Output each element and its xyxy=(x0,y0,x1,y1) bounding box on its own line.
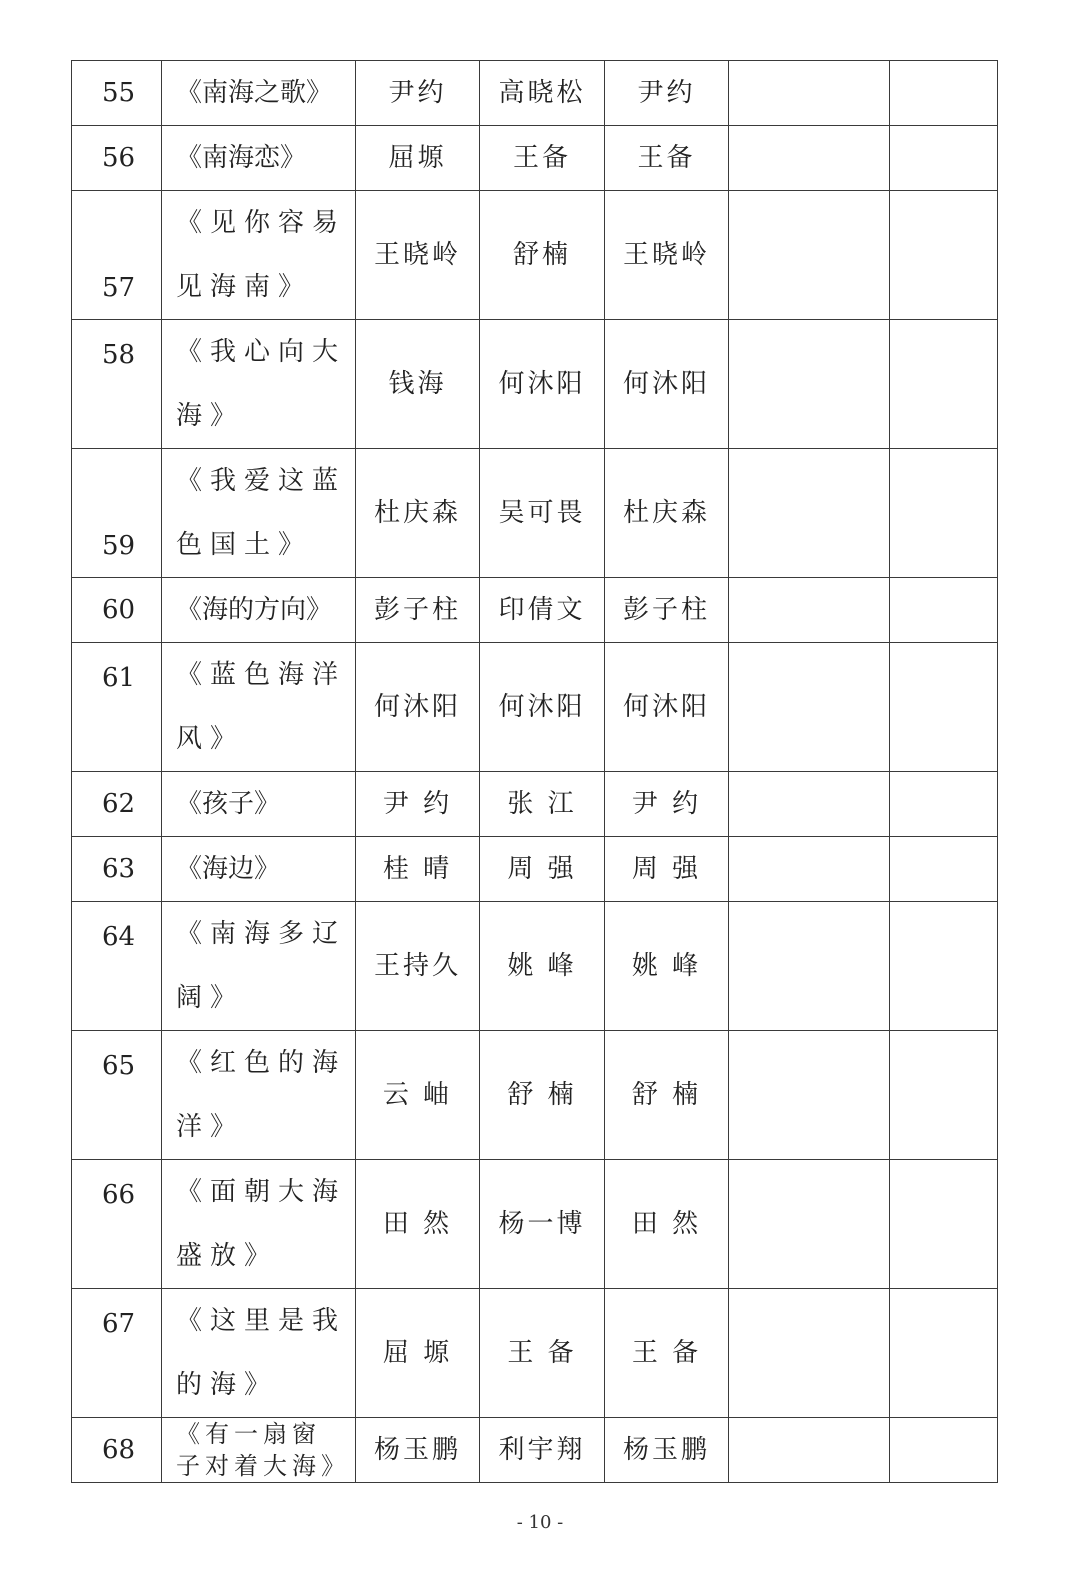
empty-cell xyxy=(890,837,998,902)
composer: 杨一博 xyxy=(480,1160,605,1289)
singer: 王备 xyxy=(605,126,729,191)
row-number: 56 xyxy=(72,126,162,191)
table-row xyxy=(72,61,998,126)
table-row xyxy=(72,1160,998,1289)
empty-cell xyxy=(729,61,890,126)
song-title: 《海边》 xyxy=(162,837,356,902)
row-number: 57 xyxy=(72,191,162,320)
lyricist: 尹 约 xyxy=(356,772,480,837)
row-number: 55 xyxy=(72,61,162,126)
empty-cell xyxy=(729,449,890,578)
composer: 吴可畏 xyxy=(480,449,605,578)
composer: 王 备 xyxy=(480,1289,605,1418)
empty-cell xyxy=(890,126,998,191)
song-title: 《面朝大海盛放》 xyxy=(162,1160,356,1289)
page-number: - 10 - xyxy=(516,1512,564,1533)
singer: 王 备 xyxy=(605,1289,729,1418)
lyricist: 杜庆森 xyxy=(356,449,480,578)
empty-cell xyxy=(890,1418,998,1483)
singer: 何沐阳 xyxy=(605,320,729,449)
singer: 田 然 xyxy=(605,1160,729,1289)
singer: 王晓岭 xyxy=(605,191,729,320)
empty-cell xyxy=(890,1160,998,1289)
singer: 尹约 xyxy=(605,61,729,126)
composer: 张 江 xyxy=(480,772,605,837)
lyricist: 钱海 xyxy=(356,320,480,449)
composer: 周 强 xyxy=(480,837,605,902)
composer: 何沐阳 xyxy=(480,643,605,772)
empty-cell xyxy=(729,1031,890,1160)
singer: 杜庆森 xyxy=(605,449,729,578)
lyricist: 云 岫 xyxy=(356,1031,480,1160)
empty-cell xyxy=(729,1289,890,1418)
table-row xyxy=(72,449,998,578)
lyricist: 何沐阳 xyxy=(356,643,480,772)
table-row xyxy=(72,191,998,320)
composer: 舒 楠 xyxy=(480,1031,605,1160)
empty-cell xyxy=(890,643,998,772)
lyricist: 尹约 xyxy=(356,61,480,126)
singer: 尹 约 xyxy=(605,772,729,837)
song-title: 《南海之歌》 xyxy=(162,61,356,126)
singer: 周 强 xyxy=(605,837,729,902)
row-number: 68 xyxy=(72,1418,162,1483)
row-number: 66 xyxy=(72,1160,162,1289)
lyricist: 桂 晴 xyxy=(356,837,480,902)
empty-cell xyxy=(890,578,998,643)
empty-cell xyxy=(729,1418,890,1483)
composer: 利宇翔 xyxy=(480,1418,605,1483)
singer: 姚 峰 xyxy=(605,902,729,1031)
empty-cell xyxy=(729,126,890,191)
table-row xyxy=(72,578,998,643)
empty-cell xyxy=(729,643,890,772)
empty-cell xyxy=(890,449,998,578)
lyricist: 彭子柱 xyxy=(356,578,480,643)
composer: 何沐阳 xyxy=(480,320,605,449)
composer: 印倩文 xyxy=(480,578,605,643)
row-number: 61 xyxy=(72,643,162,772)
song-table xyxy=(71,60,998,1483)
song-title: 《孩子》 xyxy=(162,772,356,837)
table-row xyxy=(72,837,998,902)
table-row xyxy=(72,902,998,1031)
lyricist: 田 然 xyxy=(356,1160,480,1289)
composer: 舒楠 xyxy=(480,191,605,320)
empty-cell xyxy=(729,1160,890,1289)
empty-cell xyxy=(729,837,890,902)
song-title: 《见你容易见海南》 xyxy=(162,191,356,320)
empty-cell xyxy=(729,320,890,449)
empty-cell xyxy=(729,772,890,837)
lyricist: 王持久 xyxy=(356,902,480,1031)
song-title: 《南海恋》 xyxy=(162,126,356,191)
singer: 舒 楠 xyxy=(605,1031,729,1160)
row-number: 62 xyxy=(72,772,162,837)
singer: 彭子柱 xyxy=(605,578,729,643)
song-title: 《红色的海洋》 xyxy=(162,1031,356,1160)
empty-cell xyxy=(890,902,998,1031)
song-title: 《这里是我的海》 xyxy=(162,1289,356,1418)
table-row xyxy=(72,320,998,449)
row-number: 67 xyxy=(72,1289,162,1418)
empty-cell xyxy=(890,772,998,837)
singer: 何沐阳 xyxy=(605,643,729,772)
song-title: 《我爱这蓝色国土》 xyxy=(162,449,356,578)
empty-cell xyxy=(729,191,890,320)
row-number: 65 xyxy=(72,1031,162,1160)
table-row xyxy=(72,772,998,837)
lyricist: 王晓岭 xyxy=(356,191,480,320)
row-number: 64 xyxy=(72,902,162,1031)
lyricist: 屈 塬 xyxy=(356,1289,480,1418)
empty-cell xyxy=(729,902,890,1031)
row-number: 63 xyxy=(72,837,162,902)
row-number: 58 xyxy=(72,320,162,449)
composer: 姚 峰 xyxy=(480,902,605,1031)
song-title: 《海的方向》 xyxy=(162,578,356,643)
empty-cell xyxy=(890,1031,998,1160)
row-number: 60 xyxy=(72,578,162,643)
composer: 高晓松 xyxy=(480,61,605,126)
empty-cell xyxy=(890,320,998,449)
table-row xyxy=(72,1289,998,1418)
empty-cell xyxy=(729,578,890,643)
lyricist: 屈塬 xyxy=(356,126,480,191)
empty-cell xyxy=(890,61,998,126)
song-title: 《有一扇窗子对着大海》 xyxy=(162,1418,356,1483)
singer: 杨玉鹏 xyxy=(605,1418,729,1483)
table-row xyxy=(72,1418,998,1483)
table-row xyxy=(72,126,998,191)
table-row xyxy=(72,1031,998,1160)
table-row xyxy=(72,643,998,772)
song-title: 《蓝色海洋风》 xyxy=(162,643,356,772)
composer: 王备 xyxy=(480,126,605,191)
song-title: 《南海多辽阔》 xyxy=(162,902,356,1031)
lyricist: 杨玉鹏 xyxy=(356,1418,480,1483)
row-number: 59 xyxy=(72,449,162,578)
empty-cell xyxy=(890,1289,998,1418)
song-title: 《我心向大海》 xyxy=(162,320,356,449)
empty-cell xyxy=(890,191,998,320)
